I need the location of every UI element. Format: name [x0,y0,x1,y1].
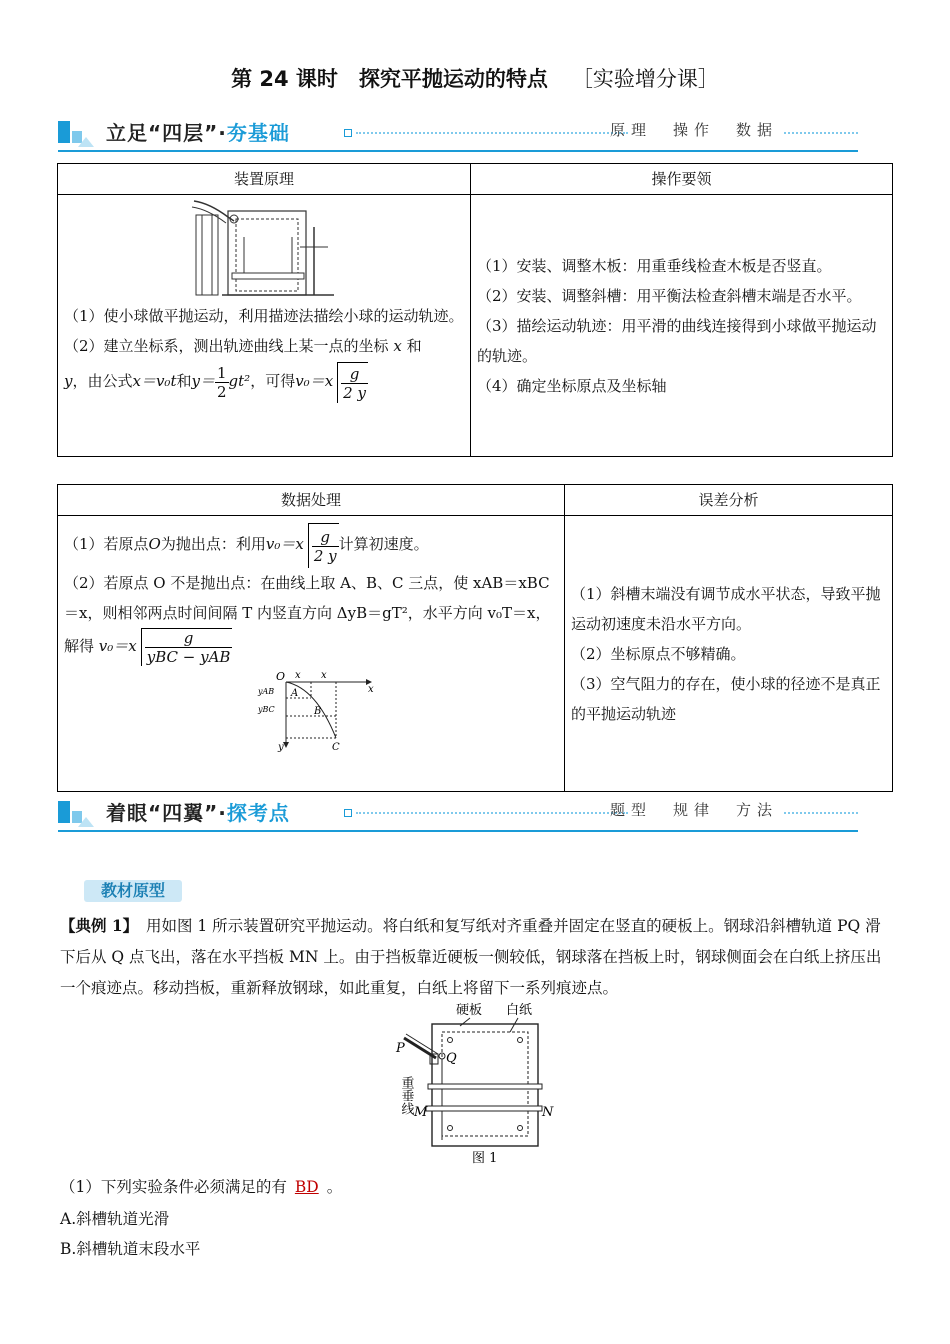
figure-label-plumb: 重垂线 [398,1076,414,1115]
banner-square-icon [344,809,352,817]
banner-divider [356,812,628,814]
banner-divider [356,132,628,134]
figure-caption: 图 1 [472,1151,498,1166]
figure-label-xaxis: x [368,683,374,695]
banner-decor [78,817,94,827]
question-1: （1）下列实验条件必须满足的有 BD 。 [60,1178,343,1196]
error-item: （2）坐标原点不够精确。 [571,644,746,663]
error-item: （1）斜槽末端没有调节成水平状态，导致平抛运动初速度未沿水平方向。 [571,584,881,633]
banner-keywords: 题型 规律 方法 [609,801,778,819]
section-banner-exam [58,797,858,835]
section-banner-basics [58,117,858,155]
banner-keywords: 原理 操作 数据 [609,121,778,139]
question-answer: BD [294,1178,319,1196]
figure-label-paper: 白纸 [506,1003,533,1018]
figure-label-yAB: yAB [258,686,275,696]
figure-label-x2: x [321,669,327,681]
figure-label-M: M [414,1105,428,1120]
operation-step: （2）安装、调整斜槽：用平衡法检查斜槽末端是否水平。 [477,286,862,305]
example-text: 用如图 1 所示装置研究平抛运动。将白纸和复写纸对齐重叠并固定在竖直的硬板上。钢球沿斜槽轨道 PQ 滑下后从 Q 点飞出，落在水平挡板 MN 上。由于挡板靠近硬板一侧较低，钢球落在挡板上时，钢球侧面会在白纸上挤压出一个痕迹点。移动挡板，重新释放钢球，如此重复，白纸上将留下一系列痕迹点。 [60,917,882,997]
banner-square-icon [344,129,352,137]
figure-label-O: O [276,669,286,683]
section-tag: 教材原型 [84,880,182,902]
figure-1-apparatus [390,1000,554,1170]
table-header: 误差分析 [565,485,893,516]
data-error-table [57,484,893,792]
figure-label-Q: Q [446,1051,457,1066]
figure-label-B: B [314,705,322,717]
example-paragraph [60,910,892,1004]
banner-divider [784,812,858,814]
figure-label-yaxis: y [278,741,284,753]
lesson-title: 第 24 课时 探究平抛运动的特点 [231,67,548,91]
figure-label-N: N [542,1105,554,1120]
figure-label-yBC: yBC [258,704,275,714]
apparatus-diagram [188,197,338,301]
operation-step: （4）确定坐标原点及坐标轴 [477,376,667,395]
banner-title: 立足“四层”·夯基础 [106,121,290,145]
principle-cell [58,195,471,457]
principle-text-2: （2）建立坐标系，测出轨迹曲线上某一点的坐标 x 和 [64,337,422,355]
error-analysis-cell [565,516,893,792]
figure-label-x1: x [295,669,301,681]
principle-operation-table [57,163,893,457]
banner-decor [78,137,94,147]
principle-formula: y，由公式x＝v₀t和y＝ $\frac{1}{2}$ gt²，可得v₀＝x $\frac{g}{2 y}$ [64,363,366,402]
option-a: A.斜槽轨道光滑 [60,1210,170,1228]
banner-decor [58,801,70,823]
operation-cell [471,195,893,457]
page-title [0,63,950,93]
data-step-1: （1）若原点O为抛出点：利用v₀＝x $\frac{g}{2 y}$ 计算初速度。 [64,522,558,568]
banner-divider [784,132,858,134]
banner-title: 着眼“四翼”·探考点 [106,801,290,825]
figure-label-P: P [396,1041,405,1056]
principle-text-1: （1）使小球做平抛运动，利用描迹法描绘小球的运动轨迹。 [64,307,464,325]
lesson-tag: ［实验增分课］ [571,67,719,91]
banner-underline [58,150,858,152]
table-header: 数据处理 [58,485,565,516]
error-item: （3）空气阻力的存在，使小球的径迹不是真正的平抛运动轨迹 [571,674,881,723]
table-header: 装置原理 [58,164,471,195]
banner-underline [58,830,858,832]
figure-label-C: C [332,741,340,753]
data-step-2: （2）若原点 O 不是抛出点：在曲线上取 A、B、C 三点，使 xAB＝xBC＝x，则相邻两点时间间隔 T 内竖直方向 ΔyB＝gT²，水平方向 v₀T＝x，解得 v₀＝x $\frac{g}{\text{yBC − yAB}}$ [64,573,551,666]
data-processing-cell [58,516,565,792]
operation-step: （3）描绘运动轨迹：用平滑的曲线连接得到小球做平抛运动的轨迹。 [477,316,877,365]
option-b: B.斜槽轨道末段水平 [60,1240,201,1258]
figure-label-A: A [291,687,299,699]
table-header: 操作要领 [471,164,893,195]
coordinate-figure [258,670,378,752]
banner-decor [58,121,70,143]
figure-label-board: 硬板 [456,1003,483,1018]
example-lead: 【典例 1】 [60,916,131,935]
operation-step: （1）安装、调整木板：用重垂线检查木板是否竖直。 [477,256,832,275]
